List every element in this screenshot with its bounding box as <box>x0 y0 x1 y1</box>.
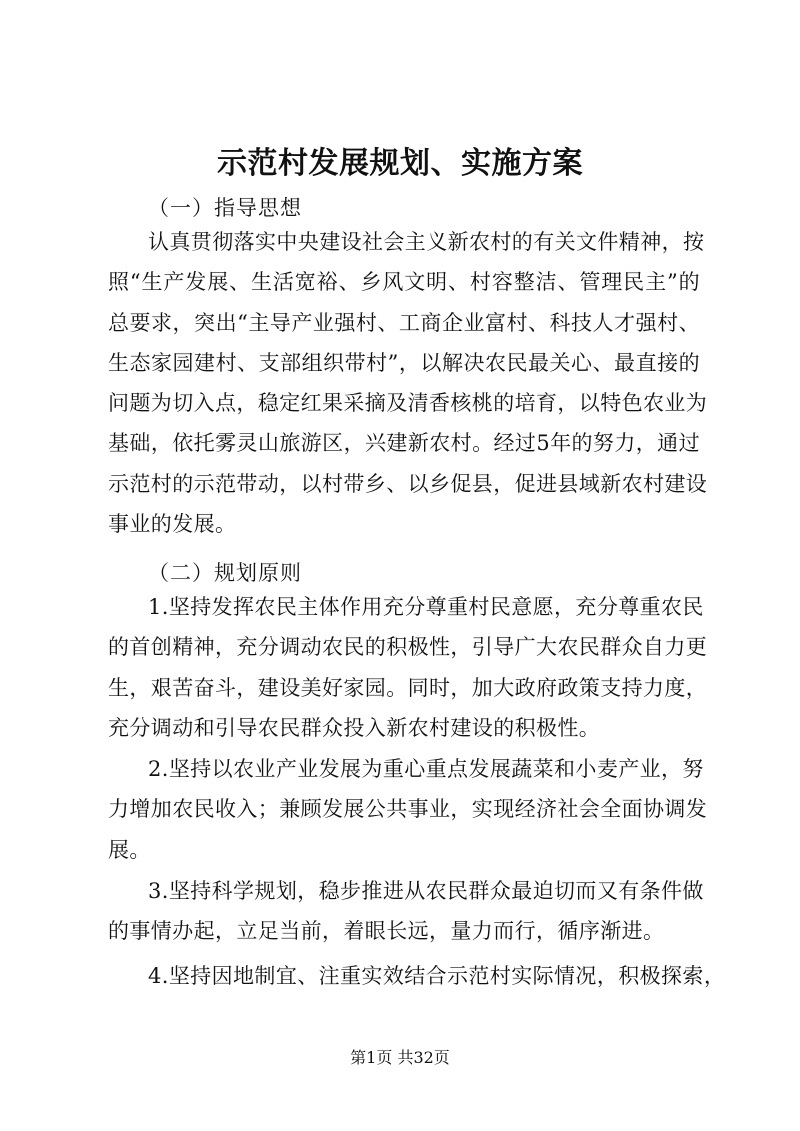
paragraph-line: 的事情办起，立足当前，着眼长远，量力而行，循序渐进。 <box>108 919 665 944</box>
paragraph-principle-2 <box>108 749 708 870</box>
paragraph-principle-4 <box>108 956 726 996</box>
section-heading-guiding-ideology: （一）指导思想 <box>148 196 302 220</box>
paragraph-line: 事业的发展。 <box>108 512 237 537</box>
paragraph-line: 示范村的示范带动，以村带乡、以乡促县，促进县域新农村建设 <box>108 471 708 496</box>
document-title: 示范村发展规划、实施方案 <box>217 146 583 181</box>
paragraph-line: 展。 <box>108 837 151 862</box>
paragraph-line: 的首创精神，充分调动农民的积极性，引导广大农民群众自力更 <box>108 635 708 660</box>
paragraph-line: 2.坚持以农业产业发展为重心重点发展蔬菜和小麦产业，努 <box>148 757 704 781</box>
section-heading-planning-principles: （二）规划原则 <box>148 561 302 585</box>
paragraph-line: 4.坚持因地制宜、注重实效结合示范村实际情况，积极探索， <box>148 964 726 988</box>
paragraph-line: 1.坚持发挥农民主体作用充分尊重村民意愿，充分尊重农民 <box>148 595 704 619</box>
paragraph-line: 3.坚持科学规划，稳步推进从农民群众最迫切而又有条件做 <box>148 879 704 903</box>
paragraph-line: 基础，依托雾灵山旅游区，兴建新农村。经过5年的努力，通过 <box>108 431 700 456</box>
paragraph-line: 力增加农民收入；兼顾发展公共事业，实现经济社会全面协调发 <box>108 797 708 822</box>
paragraph-line: 生，艰苦奋斗，建设美好家园。同时，加大政府政策支持力度， <box>108 675 708 700</box>
paragraph-line: 充分调动和引导农民群众投入新农村建设的积极性。 <box>108 715 601 740</box>
paragraph-line: 生态家园建村、支部组织带村”，以解决农民最关心、最直接的 <box>108 350 700 375</box>
page-number-footer: 第1页 共32页 <box>350 1048 450 1067</box>
paragraph-guiding-ideology <box>108 222 708 544</box>
paragraph-principle-3 <box>108 871 704 952</box>
paragraph-line: 问题为切入点，稳定红果采摘及清香核桃的培育，以特色农业为 <box>108 391 708 416</box>
paragraph-line: 总要求，突出“主导产业强村、工商企业富村、科技人才强村、 <box>108 310 700 335</box>
paragraph-line: 认真贯彻落实中央建设社会主义新农村的有关文件精神，按 <box>148 230 705 254</box>
paragraph-line: 照“生产发展、生活宽裕、乡风文明、村容整洁、管理民主”的 <box>108 270 700 295</box>
paragraph-principle-1 <box>108 587 708 748</box>
